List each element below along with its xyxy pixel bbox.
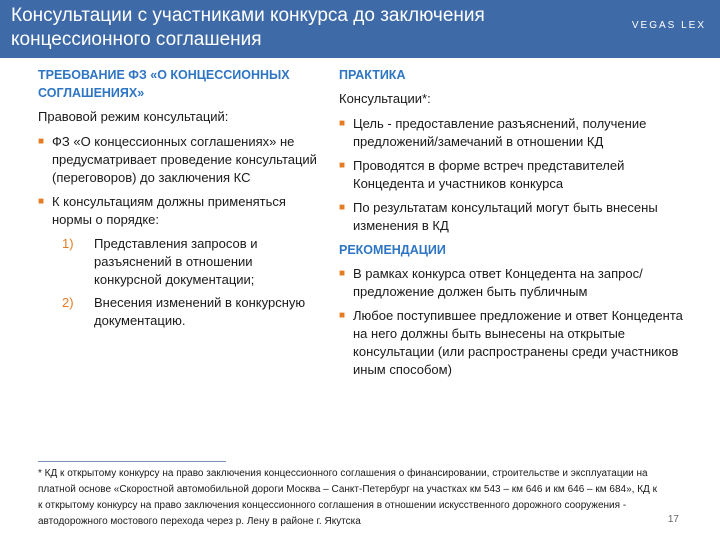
footnote: * КД к открытому конкурсу на право заключения концессионного соглашения о финансировании, строительстве и эксплуатации на платной основе «Скоростной автомобильной дороги Москва – Санкт-Петербург на участках км 543 – км 646 и км 646 – км 684», КД к к открытому конкурсу на право заключения концессионного соглашения в отношении искусственного дорожного сооружения - автодорожного мостового перехода через р. Лену в районе г. Якутска bbox=[38, 468, 657, 527]
practice-bullet-list bbox=[339, 115, 685, 235]
bullet-icon: ■ bbox=[339, 310, 346, 321]
footnote-divider bbox=[38, 461, 226, 462]
bullet-icon: ■ bbox=[339, 268, 346, 279]
list-item bbox=[339, 265, 685, 301]
numbered-item bbox=[62, 235, 320, 289]
law-requirement-heading: ТРЕБОВАНИЕ ФЗ «О КОНЦЕССИОННЫХ СОГЛАШЕНИЯХ» bbox=[38, 68, 290, 100]
right-column bbox=[339, 66, 685, 385]
list-item bbox=[38, 133, 320, 187]
recommendations-bullet-list bbox=[339, 265, 685, 379]
list-item bbox=[38, 193, 320, 229]
item-number: 2) bbox=[62, 295, 74, 310]
recommendations-heading: РЕКОМЕНДАЦИИ bbox=[339, 243, 446, 257]
consultations-intro: Консультации*: bbox=[339, 91, 431, 106]
numbered-item-text: Внесения изменений в конкурсную документацию. bbox=[94, 295, 306, 328]
list-item-text: ФЗ «О концессионных соглашениях» не предусматривает проведение консультаций (переговоров) до заключения КС bbox=[52, 134, 317, 185]
bullet-icon: ■ bbox=[339, 160, 346, 171]
item-number: 1) bbox=[62, 236, 74, 251]
bullet-icon: ■ bbox=[38, 136, 45, 147]
vegas-lex-logo: VEGAS LEX bbox=[631, 20, 706, 31]
bullet-icon: ■ bbox=[339, 202, 346, 213]
list-item-text: Любое поступившее предложение и ответ Концедента на него должны быть вынесены на открытые консультации (или распространены среди участников иным способом) bbox=[353, 308, 683, 377]
list-item-text: В рамках конкурса ответ Концедента на запрос/предложение должен быть публичным bbox=[353, 266, 643, 299]
title-bar bbox=[0, 0, 720, 58]
numbered-item bbox=[62, 294, 320, 330]
bullet-icon: ■ bbox=[38, 196, 45, 207]
list-item-text: По результатам консультаций могут быть внесены изменения в КД bbox=[353, 200, 658, 233]
list-item bbox=[339, 199, 685, 235]
numbered-list bbox=[62, 235, 320, 330]
left-column bbox=[38, 66, 320, 335]
list-item bbox=[339, 115, 685, 151]
law-bullet-list bbox=[38, 133, 320, 229]
slide-title: Консультации с участниками конкурса до заключения концессионного соглашения bbox=[11, 5, 485, 50]
numbered-item-text: Представления запросов и разъяснений в отношении конкурсной документации; bbox=[94, 236, 258, 287]
list-item-text: Проводятся в форме встреч представителей Концедента и участников конкурса bbox=[353, 158, 625, 191]
list-item-text: Цель - предоставление разъяснений, получение предложений/замечаний в отношении КД bbox=[353, 116, 647, 149]
list-item bbox=[339, 307, 685, 379]
practice-heading: ПРАКТИКА bbox=[339, 68, 406, 82]
bullet-icon: ■ bbox=[339, 118, 346, 129]
legal-regime-intro: Правовой режим консультаций: bbox=[38, 109, 229, 124]
list-item-text: К консультациям должны применяться нормы о порядке: bbox=[52, 194, 286, 227]
list-item bbox=[339, 157, 685, 193]
page-number: 17 bbox=[667, 514, 679, 525]
